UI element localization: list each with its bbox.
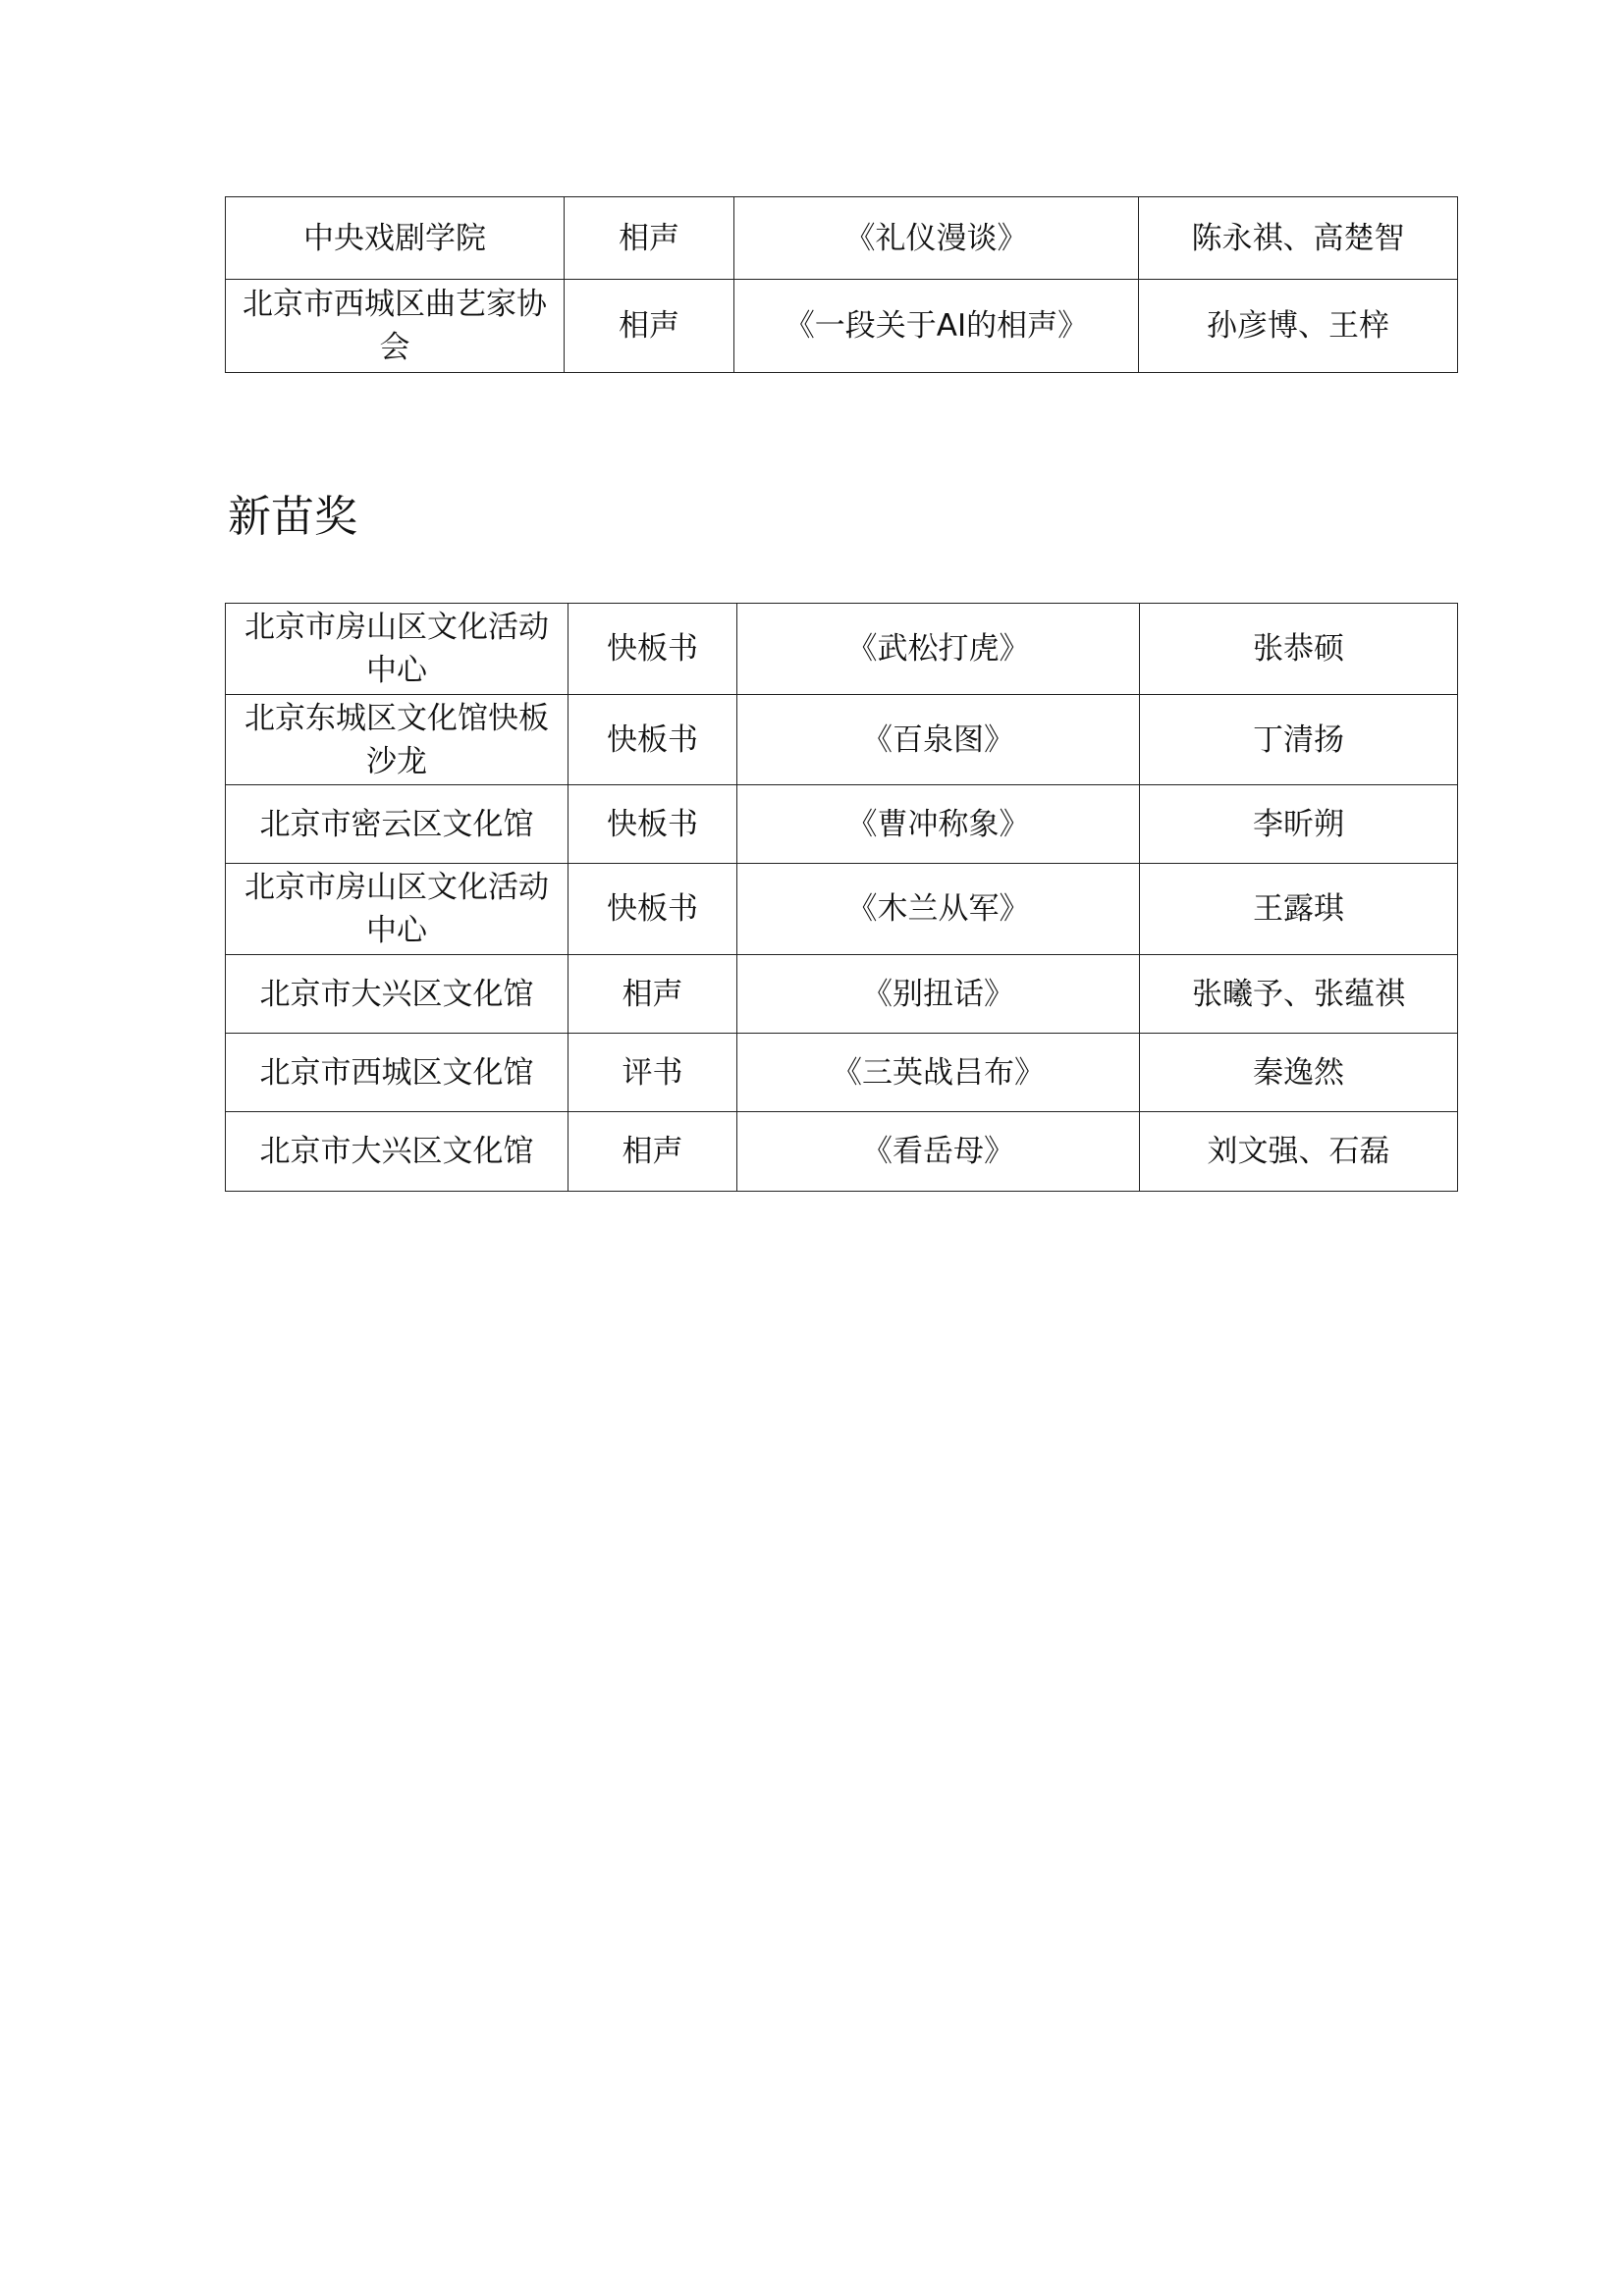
cell-organization: 北京市大兴区文化馆 [226,1112,568,1192]
table-row [226,604,1458,695]
table-row [226,785,1458,864]
cell-organization: 中央戏剧学院 [226,197,565,280]
cell-work-title: 《三英战吕布》 [737,1034,1140,1112]
table-row [226,1112,1458,1192]
cell-organization: 北京市房山区文化活动中心 [226,604,568,695]
cell-genre: 相声 [568,1112,737,1192]
cell-organization: 北京市房山区文化活动中心 [226,864,568,955]
cell-genre: 快板书 [568,695,737,785]
cell-genre: 评书 [568,1034,737,1112]
cell-work-title: 《看岳母》 [737,1112,1140,1192]
cell-organization: 北京市密云区文化馆 [226,785,568,864]
cell-genre: 相声 [568,955,737,1034]
cell-performers: 孙彦博、王梓 [1139,280,1458,373]
cell-work-title: 《武松打虎》 [737,604,1140,695]
cell-organization: 北京市西城区曲艺家协会 [226,280,565,373]
cell-work-title: 《木兰从军》 [737,864,1140,955]
cell-work-title: 《礼仪漫谈》 [734,197,1139,280]
cell-performers: 丁清扬 [1140,695,1458,785]
table-row [226,1034,1458,1112]
cell-genre: 快板书 [568,785,737,864]
cell-work-title: 《百泉图》 [737,695,1140,785]
cell-performers: 张恭硕 [1140,604,1458,695]
cell-performers: 张曦予、张蕴祺 [1140,955,1458,1034]
cell-genre: 相声 [565,197,734,280]
section-title-xinmiao-award: 新苗奖 [228,492,357,542]
table-row [226,197,1458,280]
cell-genre: 快板书 [568,604,737,695]
table-row [226,955,1458,1034]
cell-genre: 相声 [565,280,734,373]
table-row [226,864,1458,955]
cell-performers: 王露琪 [1140,864,1458,955]
cell-work-title: 《一段关于AI的相声》 [734,280,1139,373]
cell-performers: 刘文强、石磊 [1140,1112,1458,1192]
table-row [226,280,1458,373]
cell-organization: 北京东城区文化馆快板沙龙 [226,695,568,785]
table-row [226,695,1458,785]
award-table-top [225,196,1458,373]
cell-genre: 快板书 [568,864,737,955]
cell-organization: 北京市大兴区文化馆 [226,955,568,1034]
cell-performers: 李昕朔 [1140,785,1458,864]
cell-performers: 秦逸然 [1140,1034,1458,1112]
award-table-newseed [225,603,1458,1192]
cell-organization: 北京市西城区文化馆 [226,1034,568,1112]
cell-performers: 陈永祺、高楚智 [1139,197,1458,280]
cell-work-title: 《别扭话》 [737,955,1140,1034]
cell-work-title: 《曹冲称象》 [737,785,1140,864]
